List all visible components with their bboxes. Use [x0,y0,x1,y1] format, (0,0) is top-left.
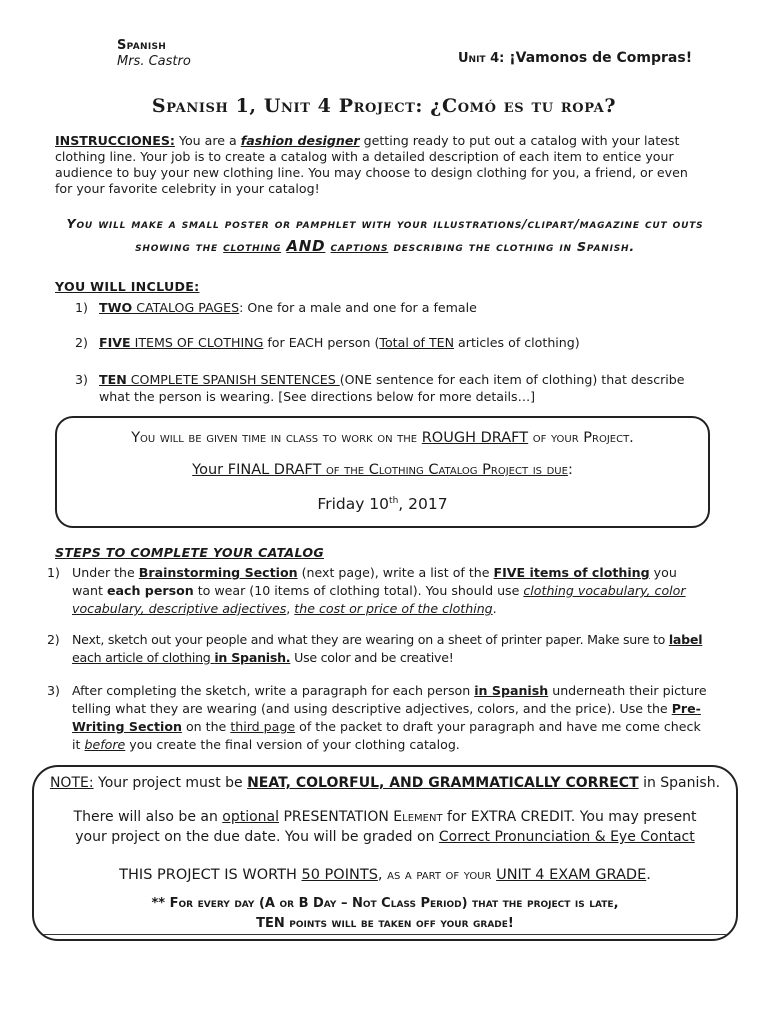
step-item [47,631,707,667]
before-text: before [84,737,126,752]
due-sup: th [389,495,399,506]
final-draft-line [57,462,708,478]
each-person-text: each person [106,583,194,598]
pres-text-3: . You may present [570,809,697,825]
each-article-text: each article of clothing [72,650,215,665]
notice-text: You will be given time in class to work on the [131,430,422,446]
item-bold: TWO [99,300,133,315]
page-title: Spanish 1, Unit 4 Project: ¿Comó es tu ropa? [151,95,617,117]
points-value: 50 POINTS [301,867,378,883]
header-left [117,38,191,70]
in-spanish-text: in Spanish. [214,650,291,665]
graded-text: your project on the due date. You will be graded on [75,829,439,845]
optional-text: optional [222,809,280,825]
requirements-box [32,765,738,941]
extra-credit-text: EXTRA CREDIT [470,809,571,825]
pres-text: There will also be an [73,809,223,825]
note-line [34,775,736,791]
poster-and: AND [286,237,326,255]
include-heading: YOU WILL INCLUDE: [55,279,200,294]
item-rest: : One for a male and one for a female [239,300,477,315]
step-text: Use color and be creative! [290,650,454,665]
include-item [75,371,700,405]
points-line [34,867,736,883]
final-draft-colon: : [567,462,573,478]
late-policy-line-2: TEN points will be taken off your grade! [256,916,514,931]
step-number: 1) [47,565,60,580]
item-continuation: what the person is wearing. [See directions below for more details…] [99,389,536,404]
due-year: , 2017 [398,495,448,513]
poster-clothing: clothing [223,239,282,254]
five-items-text: FIVE items of clothing [493,565,650,580]
poster-text-1: You will make a small poster or pamphlet with your illustrations/clipart/magazine cut outs showing the [66,216,704,254]
due-day: Friday 10 [317,495,390,513]
graded-line [34,829,736,845]
include-item [75,334,700,351]
poster-text-2: describing the clothing in Spanish. [388,239,635,254]
worth-text-2: , as a part of your [377,867,497,883]
step-item [47,564,707,618]
item-bold: FIVE [99,335,131,350]
item-underlined: ITEMS OF CLOTHING [130,335,264,350]
item-underlined: COMPLETE SPANISH SENTENCES [126,372,340,387]
item-rest-2: articles of clothing) [454,335,580,350]
unit-header [458,50,692,66]
step-text: of the packet to draft your paragraph and have me come check it [72,719,701,752]
exam-grade-text: UNIT 4 EXAM GRADE [496,867,647,883]
divider [42,934,728,935]
final-draft-desc: of the Clothing Catalog Project is due [325,462,568,478]
step-text: (next page), write a list of the [297,565,494,580]
item-bold: TEN [99,372,127,387]
item-number: 1) [75,300,88,315]
step-text: you create the final version of your clothing catalog. [125,737,460,752]
fashion-designer-text: fashion designer [240,133,360,148]
notice-text-2: of your Project. [528,430,634,446]
item-rest: (ONE sentence for each item of clothing) that describe [339,372,685,387]
step-text: . [492,601,497,616]
unit-title: ¡Vamonos de Compras! [509,50,693,66]
subject-label: Spanish [117,38,167,53]
unit-prefix: Unit 4: [458,51,505,66]
step-number: 2) [47,632,60,647]
note-label: NOTE: [49,775,94,791]
poster-statement [40,212,730,258]
item-underlined: CATALOG PAGES [132,300,240,315]
worth-text-3: . [646,867,651,883]
note-requirements: NEAT, COLORFUL, AND GRAMMATICALLY CORRECT [247,775,639,791]
step-text: After completing the sketch, write a paragraph for each person [72,683,475,698]
step-number: 3) [47,683,60,698]
cost-text: the cost or price of the clothing [294,601,493,616]
in-spanish-text: in Spanish [474,683,549,698]
pres-text-2: for [442,809,471,825]
step-item [47,682,707,754]
item-number: 2) [75,335,88,350]
step-text: Under the [72,565,139,580]
include-item [75,299,700,316]
step-text: Next, sketch out your people and what they are wearing on a sheet of printer paper. Make sure to [72,632,669,647]
note-text-2: in Spanish. [638,775,721,791]
vocab-text: clothing vocabulary, color vocabulary, descriptive adjectives [72,583,686,616]
due-date [57,495,708,513]
instructions-label: INSTRUCCIONES: [55,133,175,148]
rough-draft-text: ROUGH DRAFT [421,430,529,446]
instructions-paragraph [55,133,705,197]
label-text: label [668,632,703,647]
pre-writing-section-text: Pre-Writing Section [72,701,701,734]
instructions-body: getting ready to put out a catalog with your latest clothing line. Your job is to create a catalog with a detailed description of each item to entice your audience to buy your new clothing line. You may choose to design clothing for you, a friend, or even for your favorite celebrity in your catalog! [55,133,688,196]
item-rest: for EACH person ( [263,335,380,350]
instructions-pre: You are a [174,133,241,148]
final-draft-text: Your FINAL DRAFT [192,462,326,478]
third-page-text: third page [230,719,296,734]
teacher-name: Mrs. Castro [117,54,191,69]
item-number: 3) [75,372,88,387]
element-text: Element [393,809,443,825]
poster-captions: captions [330,239,389,254]
step-text: underneath their picture telling what they are wearing (and using descriptive adjectives, colors, and the price). Use the [72,683,707,716]
note-text: Your project must be [93,775,248,791]
steps-heading: STEPS TO COMPLETE YOUR CATALOG [55,545,324,560]
rough-draft-notice-box [55,416,710,528]
step-text: , [286,601,295,616]
item-underlined-2: Total of TEN [379,335,455,350]
presentation-text: PRESENTATION [279,809,394,825]
worth-text: THIS PROJECT IS WORTH [119,867,302,883]
graded-criteria: Correct Pronunciation & Eye Contact [438,829,695,845]
late-policy-line-1: ** For every day (A or B Day – Not Class Period) that the project is late, [151,896,619,911]
rough-draft-line [57,430,708,446]
step-text: to wear (10 items of clothing total). You should use [193,583,524,598]
presentation-line [34,809,736,825]
step-text: on the [181,719,231,734]
step-text: you want [72,565,677,598]
brainstorming-section-text: Brainstorming Section [138,565,298,580]
